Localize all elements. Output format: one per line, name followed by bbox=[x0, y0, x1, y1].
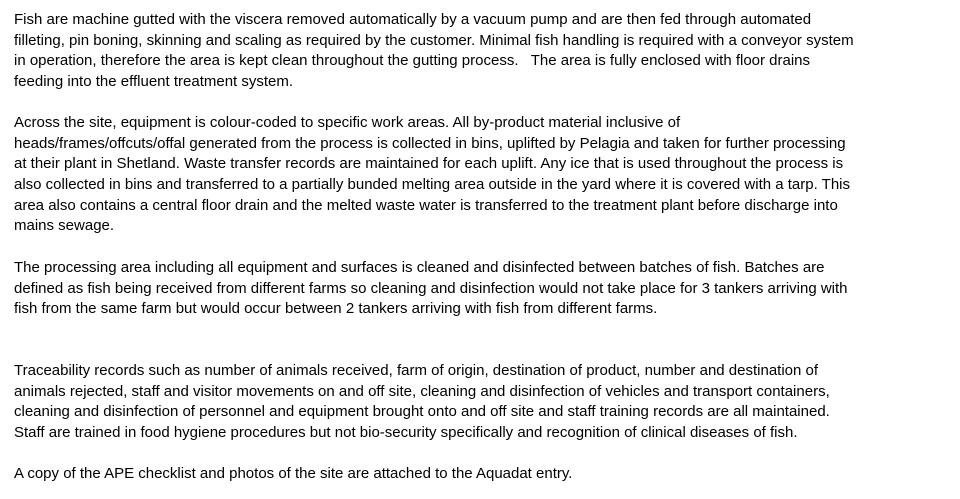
text-line: Staff are trained in food hygiene procedures but not bio-security specifically and recognition of clinical diseases of fish. bbox=[14, 424, 798, 442]
text-line: at their plant in Shetland. Waste transfer records are maintained for each uplift. Any ice that is used throughout the process is bbox=[14, 155, 844, 173]
text-line: Across the site, equipment is colour-coded to specific work areas. All by-product material inclusive of bbox=[14, 114, 681, 131]
paragraph bbox=[14, 10, 854, 93]
text-line: fish from the same farm but would occur between 2 tankers arriving with fish from different farms. bbox=[14, 300, 658, 318]
text-line: defined as fish being received from different farms so cleaning and disinfection would not take place for 3 tankers arriving with bbox=[14, 279, 848, 297]
paragraph bbox=[14, 464, 572, 485]
text-line: Fish are machine gutted with the viscera removed automatically by a vacuum pump and are then fed through automated bbox=[14, 11, 812, 28]
text-line: Traceability records such as number of animals received, farm of origin, destination of product, number and destination of bbox=[14, 362, 819, 379]
text-line: The processing area including all equipment and surfaces is cleaned and disinfected between batches of fish. Batches are bbox=[14, 259, 825, 276]
text-line: area also contains a central floor drain and the melted waste water is transferred to the treatment plant before discharge into bbox=[14, 196, 838, 214]
paragraph bbox=[14, 258, 848, 320]
text-line: A copy of the APE checklist and photos of the site are attached to the Aquadat entry. bbox=[14, 465, 573, 482]
text-line: also collected in bins and transferred to a partially bunded melting area outside in the yard where it is covered with a tarp. This bbox=[14, 176, 851, 194]
text-line: feeding into the effluent treatment system. bbox=[14, 73, 294, 91]
text-line: in operation, therefore the area is kept clean throughout the gutting process. The area is fully enclosed with floor drains bbox=[14, 52, 811, 70]
text-line: cleaning and disinfection of personnel and equipment brought onto and off site and staff training records are all maintained. bbox=[14, 403, 830, 421]
paragraph bbox=[14, 361, 830, 444]
text-line: heads/frames/offcuts/offal generated from the process is collected in bins, uplifted by Pelagia and taken for further processing bbox=[14, 134, 846, 152]
text-line: filleting, pin boning, skinning and scaling as required by the customer. Minimal fish handling is required with a conveyor system bbox=[14, 31, 854, 49]
text-line: animals rejected, staff and visitor movements on and off site, cleaning and disinfection of vehicles and transport containers, bbox=[14, 382, 830, 400]
paragraph bbox=[14, 113, 850, 237]
text-line: mains sewage. bbox=[14, 217, 115, 235]
